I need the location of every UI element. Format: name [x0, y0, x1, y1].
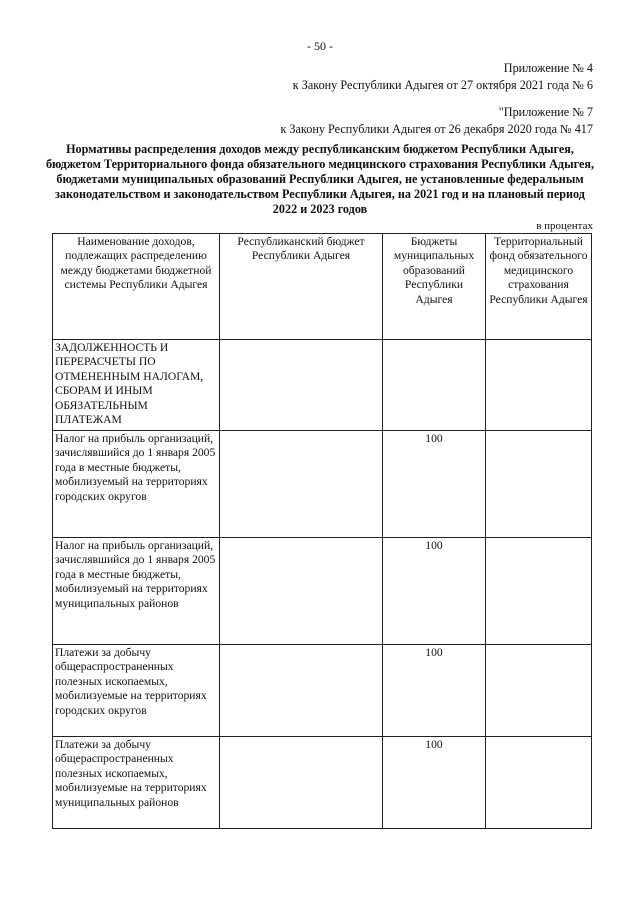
republican-budget-cell	[220, 737, 383, 829]
republican-budget-cell	[220, 538, 383, 645]
document-title: Нормативы распределения доходов между республиканским бюджетом Республики Адыгея, бюджетом Территориального фонда обязательного медицинского страхования Республики Адыгея, бюджетами муниципальных образований Республики Адыгея, не установленные федеральным законодательством и законодательством Республики Адыгея, на 2021 год и на плановый период 2022 и 2023 годов	[45, 142, 595, 216]
income-name-cell: Налог на прибыль организаций, зачислявшийся до 1 января 2005 года в местные бюджеты, мобилизуемый на территориях городских округов	[53, 431, 220, 538]
appendix-reference-current	[293, 60, 593, 94]
appendix-number: Приложение № 4	[503, 61, 593, 75]
republican-budget-cell	[220, 645, 383, 737]
table-row	[53, 431, 592, 538]
appendix-reference-original	[280, 104, 593, 138]
municipal-budget-cell: 100	[383, 538, 486, 645]
column-header-income-name: Наименование доходов, подлежащих распределению между бюджетами бюджетной системы Республики Адыгея	[53, 234, 220, 340]
unit-note: в процентах	[536, 220, 593, 232]
column-header-republican-budget: Республиканский бюджет Республики Адыгея	[220, 234, 383, 340]
column-header-municipal-budgets: Бюджеты муниципальных образований Республики Адыгея	[383, 234, 486, 340]
empty-cell	[220, 340, 383, 431]
municipal-budget-cell: 100	[383, 645, 486, 737]
column-header-health-insurance-fund: Территориальный фонд обязательного медицинского страхования Республики Адыгея	[486, 234, 592, 340]
income-name-cell: Платежи за добычу общераспространенных полезных ископаемых, мобилизуемые на территориях городских округов	[53, 645, 220, 737]
municipal-budget-cell: 100	[383, 431, 486, 538]
empty-cell	[486, 340, 592, 431]
municipal-budget-cell: 100	[383, 737, 486, 829]
section-title: ЗАДОЛЖЕННОСТЬ И ПЕРЕРАСЧЕТЫ ПО ОТМЕНЕННЫМ НАЛОГАМ, СБОРАМ И ИНЫМ ОБЯЗАТЕЛЬНЫМ ПЛАТЕЖАМ	[53, 340, 220, 431]
table-section-row	[53, 340, 592, 431]
appendix-number: "Приложение № 7	[498, 105, 593, 119]
distribution-norms-table	[52, 233, 592, 829]
fund-cell	[486, 431, 592, 538]
fund-cell	[486, 645, 592, 737]
appendix-law-reference: к Закону Республики Адыгея от 26 декабря 2020 года № 417	[280, 122, 593, 136]
fund-cell	[486, 737, 592, 829]
republican-budget-cell	[220, 431, 383, 538]
table-row	[53, 737, 592, 829]
table-row	[53, 538, 592, 645]
income-name-cell: Платежи за добычу общераспространенных полезных ископаемых, мобилизуемые на территориях муниципальных районов	[53, 737, 220, 829]
page-number: - 50 -	[307, 39, 333, 53]
fund-cell	[486, 538, 592, 645]
table-row	[53, 645, 592, 737]
appendix-law-reference: к Закону Республики Адыгея от 27 октября 2021 года № 6	[292, 78, 593, 92]
empty-cell	[383, 340, 486, 431]
income-name-cell: Налог на прибыль организаций, зачислявшийся до 1 января 2005 года в местные бюджеты, мобилизуемый на территориях муниципальных районов	[53, 538, 220, 645]
table-header-row	[53, 234, 592, 340]
